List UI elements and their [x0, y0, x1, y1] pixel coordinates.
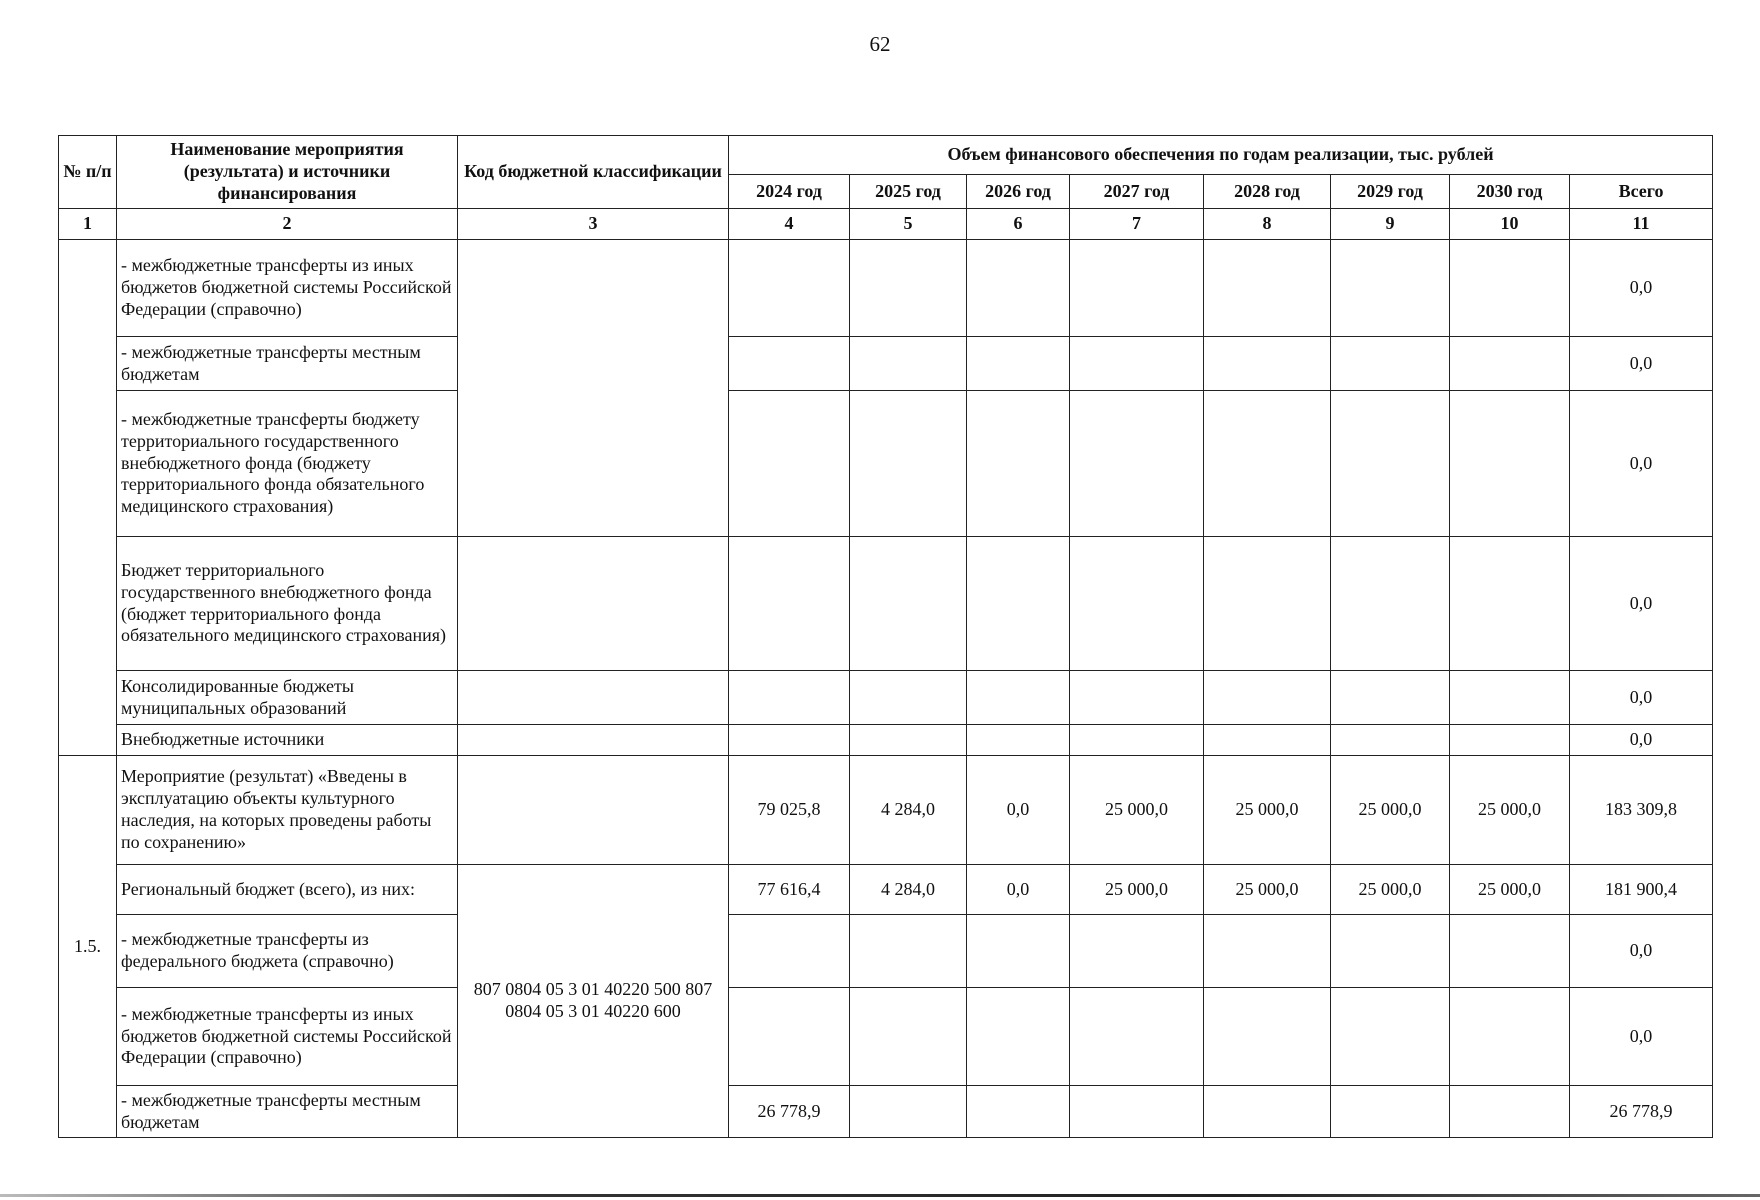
- row-name: Внебюджетные источники: [117, 725, 458, 756]
- total-cell: 0,0: [1570, 537, 1713, 671]
- column-index: 8: [1204, 209, 1331, 240]
- value-cell: 25 000,0: [1450, 756, 1570, 865]
- value-cell: [1204, 915, 1331, 988]
- value-cell: [1204, 240, 1331, 337]
- header-year: 2029 год: [1331, 175, 1450, 209]
- value-cell: [729, 240, 850, 337]
- value-cell: [850, 337, 967, 391]
- value-cell: [850, 240, 967, 337]
- value-cell: [1204, 988, 1331, 1086]
- value-cell: [1070, 915, 1204, 988]
- value-cell: [1331, 391, 1450, 537]
- value-cell: 0,0: [967, 756, 1070, 865]
- column-index: 2: [117, 209, 458, 240]
- total-cell: 0,0: [1570, 240, 1713, 337]
- column-index: 10: [1450, 209, 1570, 240]
- value-cell: [729, 391, 850, 537]
- row-name: Бюджет территориального государственного внебюджетного фонда (бюджет территориального фонда обязательного медицинского страхования): [117, 537, 458, 671]
- table-row: [59, 240, 1713, 337]
- table-row: [59, 725, 1713, 756]
- value-cell: [967, 337, 1070, 391]
- value-cell: [729, 671, 850, 725]
- value-cell: [1450, 391, 1570, 537]
- value-cell: [729, 337, 850, 391]
- value-cell: [729, 988, 850, 1086]
- value-cell: [967, 537, 1070, 671]
- value-cell: [1450, 915, 1570, 988]
- total-cell: 0,0: [1570, 988, 1713, 1086]
- row-index-cell: [59, 240, 117, 756]
- value-cell: [1204, 337, 1331, 391]
- bottom-rule: [0, 1194, 1760, 1197]
- value-cell: [1331, 671, 1450, 725]
- header-year: 2024 год: [729, 175, 850, 209]
- value-cell: [1331, 337, 1450, 391]
- column-index: 4: [729, 209, 850, 240]
- header-year: 2030 год: [1450, 175, 1570, 209]
- table-row: [59, 1086, 1713, 1138]
- row-name: - межбюджетные трансферты из иных бюджетов бюджетной системы Российской Федерации (справочно): [117, 240, 458, 337]
- total-cell: 181 900,4: [1570, 865, 1713, 915]
- value-cell: 25 000,0: [1331, 865, 1450, 915]
- value-cell: [1204, 671, 1331, 725]
- header-total: Всего: [1570, 175, 1713, 209]
- value-cell: [1204, 1086, 1331, 1138]
- table-row: [59, 537, 1713, 671]
- row-name: - межбюджетные трансферты из иных бюджетов бюджетной системы Российской Федерации (справочно): [117, 988, 458, 1086]
- value-cell: 25 000,0: [1070, 756, 1204, 865]
- column-index: 3: [458, 209, 729, 240]
- value-cell: [1331, 725, 1450, 756]
- value-cell: [1331, 537, 1450, 671]
- value-cell: [967, 391, 1070, 537]
- financing-table: [58, 135, 1713, 1138]
- budget-code-cell: [458, 537, 729, 671]
- table-row: [59, 756, 1713, 865]
- value-cell: [1331, 1086, 1450, 1138]
- value-cell: [850, 988, 967, 1086]
- table-row: [59, 337, 1713, 391]
- value-cell: [1450, 337, 1570, 391]
- value-cell: 4 284,0: [850, 756, 967, 865]
- value-cell: 79 025,8: [729, 756, 850, 865]
- row-name: - межбюджетные трансферты из федерального бюджета (справочно): [117, 915, 458, 988]
- value-cell: [850, 537, 967, 671]
- value-cell: [1331, 240, 1450, 337]
- row-name: - межбюджетные трансферты местным бюджетам: [117, 337, 458, 391]
- budget-code-cell: [458, 725, 729, 756]
- row-name: Мероприятие (результат) «Введены в эксплуатацию объекты культурного наследия, на которых проведены работы по сохранению»: [117, 756, 458, 865]
- value-cell: [1070, 671, 1204, 725]
- page-number: 62: [869, 32, 891, 56]
- value-cell: [729, 537, 850, 671]
- total-cell: 0,0: [1570, 915, 1713, 988]
- header-name: Наименование мероприятия (результата) и источники финансирования: [117, 136, 458, 209]
- value-cell: [850, 1086, 967, 1138]
- value-cell: 25 000,0: [1450, 865, 1570, 915]
- header-financing-group: Объем финансового обеспечения по годам реализации, тыс. рублей: [729, 136, 1713, 175]
- value-cell: [1331, 915, 1450, 988]
- value-cell: [1204, 537, 1331, 671]
- value-cell: [967, 915, 1070, 988]
- column-index: 6: [967, 209, 1070, 240]
- header-year: 2028 год: [1204, 175, 1331, 209]
- row-name: - межбюджетные трансферты местным бюджетам: [117, 1086, 458, 1138]
- value-cell: [1331, 988, 1450, 1086]
- value-cell: [1450, 988, 1570, 1086]
- column-index: 1: [59, 209, 117, 240]
- value-cell: [967, 988, 1070, 1086]
- header-code: Код бюджетной классификации: [458, 136, 729, 209]
- table-row: [59, 671, 1713, 725]
- value-cell: [1070, 391, 1204, 537]
- value-cell: 26 778,9: [729, 1086, 850, 1138]
- value-cell: [729, 915, 850, 988]
- value-cell: [1070, 537, 1204, 671]
- value-cell: [1204, 725, 1331, 756]
- value-cell: [1450, 240, 1570, 337]
- row-name: Консолидированные бюджеты муниципальных образований: [117, 671, 458, 725]
- header-year: 2027 год: [1070, 175, 1204, 209]
- total-cell: 0,0: [1570, 391, 1713, 537]
- header-number: № п/п: [59, 136, 117, 209]
- value-cell: 25 000,0: [1331, 756, 1450, 865]
- value-cell: [967, 1086, 1070, 1138]
- value-cell: 25 000,0: [1204, 756, 1331, 865]
- value-cell: [729, 725, 850, 756]
- value-cell: [1070, 240, 1204, 337]
- column-index: 7: [1070, 209, 1204, 240]
- table-row: [59, 915, 1713, 988]
- value-cell: 77 616,4: [729, 865, 850, 915]
- column-index: 5: [850, 209, 967, 240]
- table-row: [59, 391, 1713, 537]
- value-cell: [1450, 671, 1570, 725]
- value-cell: 0,0: [967, 865, 1070, 915]
- value-cell: [967, 725, 1070, 756]
- value-cell: [1070, 1086, 1204, 1138]
- value-cell: [850, 391, 967, 537]
- header-year: 2025 год: [850, 175, 967, 209]
- budget-code-cell: [458, 671, 729, 725]
- value-cell: [1070, 337, 1204, 391]
- total-cell: 0,0: [1570, 671, 1713, 725]
- value-cell: [1204, 391, 1331, 537]
- value-cell: [1070, 988, 1204, 1086]
- total-cell: 0,0: [1570, 337, 1713, 391]
- column-index: 9: [1331, 209, 1450, 240]
- total-cell: 183 309,8: [1570, 756, 1713, 865]
- row-name: - межбюджетные трансферты бюджету территориального государственного внебюджетного фонда (бюджету территориального фонда обязательного медицинского страхования): [117, 391, 458, 537]
- budget-code-cell: [458, 240, 729, 537]
- value-cell: [850, 671, 967, 725]
- value-cell: [850, 915, 967, 988]
- row-index-cell: 1.5.: [59, 756, 117, 1138]
- value-cell: [1450, 537, 1570, 671]
- budget-code-cell: 807 0804 05 3 01 40220 500 807 0804 05 3 01 40220 600: [458, 865, 729, 1138]
- value-cell: [850, 725, 967, 756]
- value-cell: [967, 240, 1070, 337]
- total-cell: 0,0: [1570, 725, 1713, 756]
- table-row: [59, 988, 1713, 1086]
- value-cell: 25 000,0: [1070, 865, 1204, 915]
- budget-code-cell: [458, 756, 729, 865]
- value-cell: [1070, 725, 1204, 756]
- value-cell: [967, 671, 1070, 725]
- table-row: [59, 865, 1713, 915]
- row-name: Региональный бюджет (всего), из них:: [117, 865, 458, 915]
- total-cell: 26 778,9: [1570, 1086, 1713, 1138]
- value-cell: 4 284,0: [850, 865, 967, 915]
- value-cell: [1450, 725, 1570, 756]
- column-index: 11: [1570, 209, 1713, 240]
- header-year: 2026 год: [967, 175, 1070, 209]
- value-cell: [1450, 1086, 1570, 1138]
- value-cell: 25 000,0: [1204, 865, 1331, 915]
